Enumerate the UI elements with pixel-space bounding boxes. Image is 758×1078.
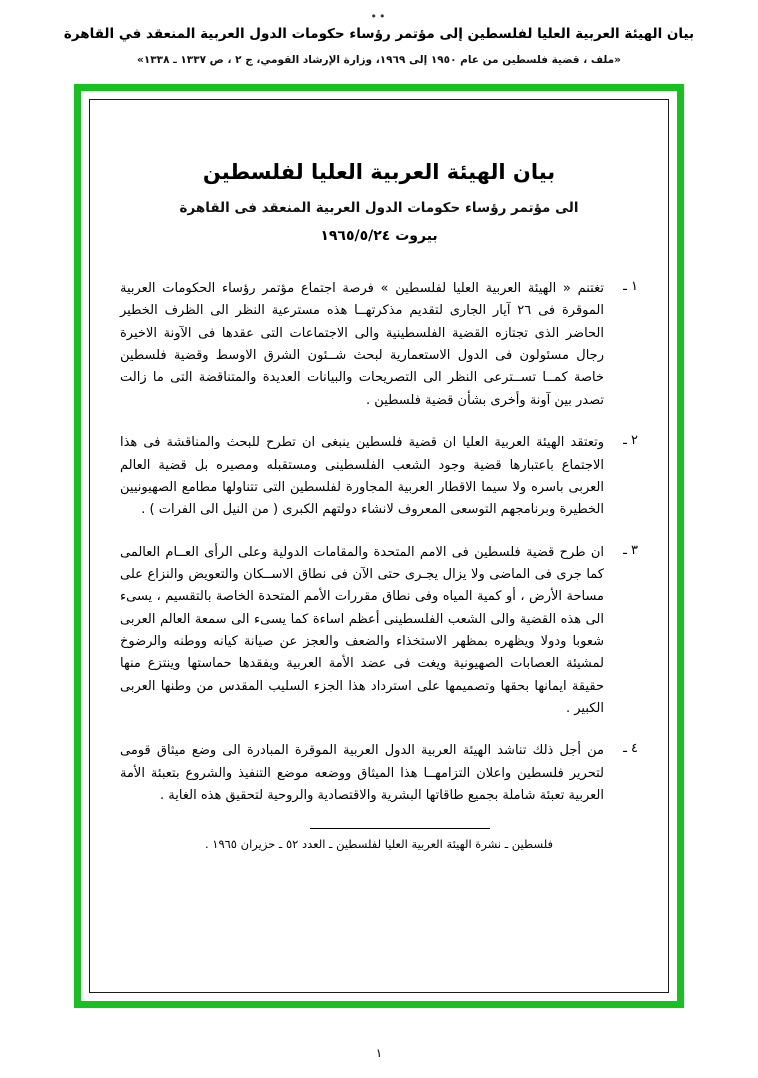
paragraph-item xyxy=(120,278,638,412)
footnote-text: فلسطين ـ نشرة الهيئة العربية العليا لفلسطين ـ العدد ٥٢ ـ حزيران ١٩٦٥ . xyxy=(204,836,554,851)
footnote-divider xyxy=(310,828,490,829)
paragraph-item xyxy=(120,740,638,807)
paragraph-number: ٢ ـ xyxy=(623,433,638,449)
paragraph-text: ان طرح قضية فلسطين فى الامم المتحدة والمقامات الدولية وعلى الرأى العــام العالمى كما جرى فى الماضى ولا يزال يجـرى حتى الآن فى نطاق الاســكان والتعويض والنزاع على مساحة الأرض ، أو كمية المياه وفى نطاق مقررات الأمم المتحدة الخاصة بالتقسيم ، يسىء الى هذه القضية والى الشعب الفلسطينى أعظم اساءة كما يسىء الى سمعة العالم العربى شعوبا ودولا ويظهره بمظهر الاستخذاء والضعف والعجز عن صيانة كيانه ووطنه والرضوخ لمشيئة العصابات الصهيونية ويغت فى عضد الأمة العربية ويفقدها حماستها وينتزع منها حقيقة ايمانها بحقها وتصميمها على استرداد هذا الجزء السليب المقدس من وطنها العربى الكبير . xyxy=(120,544,604,717)
paragraph-number: ٣ ـ xyxy=(623,542,638,558)
document-title: بيان الهيئة العربية العليا لفلسطين xyxy=(202,160,556,184)
paragraph-text: من أجل ذلك تناشد الهيئة العربية الدول العربية الموقرة المبادرة الى وضع ميثاق قومى لتحرير فلسطين واعلان التزامهــا هذا الميثاق ووضعه موضع التنفيذ والشروع بتعبئة الأمة العربية تعبئة شاملة بجميع طاقاتها البشرية والاقتصادية والروحية لتحقيق هذه الغاية . xyxy=(120,743,604,804)
green-border-frame xyxy=(74,84,684,1008)
paragraph-text: وتعتقد الهيئة العربية العليا ان قضية فلسطين ينبغى ان تطرح للبحث والمناقشة فى هذا الاجتماع باعتبارها قضية وجود الشعب الفلسطينى ومستقبله ومصيره بل قضية العالم العربى باسره ولا سيما الاقطار العربية المجاورة لفلسطين التى تتناولها مطامع الصهيونيين الخطيرة وبرنامجهم التوسعى المعروف لانشاء دولتهم الكبرى ( من النيل الى الفرات ) . xyxy=(120,435,604,518)
top-mark: •• xyxy=(370,10,388,23)
document-body xyxy=(120,278,638,808)
page-number: ١ xyxy=(375,1046,383,1060)
paragraph-number: ١ ـ xyxy=(623,279,638,294)
page-header-source: «ملف ، قضية فلسطين من عام ١٩٥٠ إلى ١٩٦٩، وزارة الإرشاد القومي، ج ٢ ، ص ١٣٣٧ ـ ١٣٣٨» xyxy=(137,54,621,66)
paragraph-text: تغتنم « الهيئة العربية العليا لفلسطين » فرصة اجتماع مؤتمر رؤساء الحكومات العربية الموقرة فى ٢٦ آيار الجارى لتقديم مذكرتهــا هذه مسترعية النظر الى الظرف الخطير الحاضر الذى تجتازه القضية الفلسطينية والى الاجتماعات التى عقدها فى الآونة الاخيرة رجال مسئولون فى الدول الاستعمارية لبحث شــئون الشرق الاوسط وقضية فلسطين خاصة كمــا تســترعى النظر الى التصريحات والبيانات العديدة والمتناقضة التى ما زالت تصدر بين آونة وأخرى بشأن قضية فلسطين . xyxy=(120,281,604,408)
paragraph-item xyxy=(120,542,638,721)
paragraph-number: ٤ ـ xyxy=(623,741,638,757)
document-content xyxy=(89,99,669,993)
document-place-date: بيروت ١٩٦٥/٥/٢٤ xyxy=(320,228,438,244)
page-header-title: بيان الهيئة العربية العليا لفلسطين إلى مؤتمر رؤساء حكومات الدول العربية المنعقد في القاهرة xyxy=(63,26,695,42)
document-subtitle: الى مؤتمر رؤساء حكومات الدول العربية المنعقد فى القاهرة xyxy=(179,200,579,216)
paragraph-item xyxy=(120,432,638,521)
